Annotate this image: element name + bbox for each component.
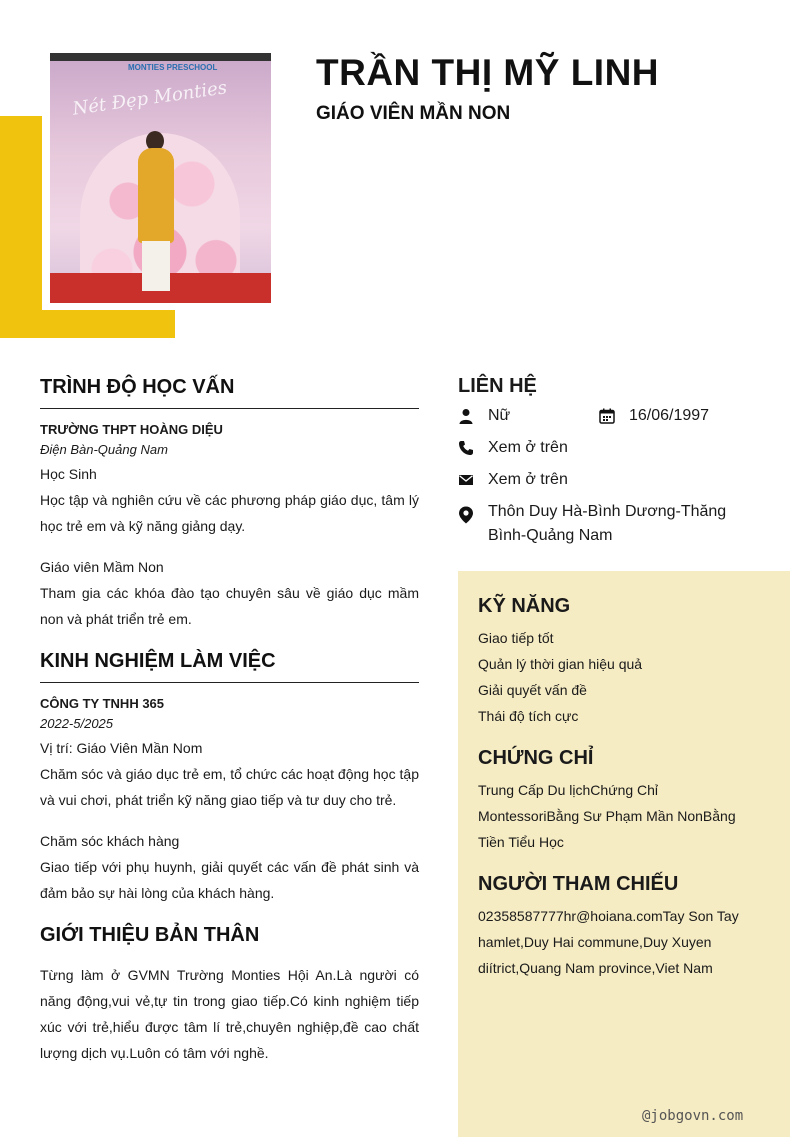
- experience-entry: [40, 695, 419, 813]
- contact-title: LIÊN HỆ: [458, 375, 537, 397]
- calendar-icon: [599, 408, 615, 424]
- skill-item: Thái độ tích cực: [478, 708, 579, 724]
- accent-bar-vertical: [0, 116, 42, 338]
- reference-line: diítrict,Quang Nam province,Viet Nam: [478, 960, 713, 976]
- contact-row-phone: [458, 436, 790, 468]
- phone-icon: [458, 440, 474, 456]
- reference-line: hamlet,Duy Hai commune,Duy Xuyen: [478, 934, 712, 950]
- person-icon: [458, 408, 474, 424]
- watermark: @jobgovn.com: [642, 1108, 744, 1124]
- photo-person-trousers: [142, 241, 170, 291]
- skill-item: Giao tiếp tốt: [478, 630, 554, 646]
- contact-row-gender-birthday: [458, 404, 790, 436]
- experience-position: Vị trí: Giáo Viên Mần Nom: [40, 740, 203, 756]
- certificate-line: Trung Cấp Du lịchChứng Chỉ: [478, 782, 659, 798]
- location-icon: [458, 506, 474, 524]
- skills-title: KỸ NĂNG: [478, 595, 571, 617]
- photo-backdrop-frame: [50, 53, 271, 61]
- accent-bar-horizontal: [0, 310, 175, 338]
- side-panel-content: [478, 591, 758, 981]
- photo-backdrop-script: Nét Đẹp Monties: [71, 77, 229, 120]
- left-column: [40, 372, 419, 1066]
- education-description: Học tập và nghiên cứu về các phương pháp giáo dục, tâm lý học trẻ em và kỹ năng giảng dạy.: [40, 492, 419, 534]
- education-entry: [40, 421, 419, 539]
- email-icon: [458, 472, 474, 488]
- experience-position: Chăm sóc khách hàng: [40, 833, 180, 849]
- profile-photo: [50, 53, 271, 303]
- skill-item: Giải quyết vấn đề: [478, 682, 587, 698]
- education-location: Điện Bàn-Quảng Nam: [40, 442, 168, 457]
- education-role: Giáo viên Mầm Non: [40, 559, 164, 575]
- contact-address: Thôn Duy Hà-Bình Dương-Thăng Bình-Quảng Nam: [488, 503, 727, 544]
- contact-gender: Nữ: [488, 407, 511, 424]
- experience-company: CÔNG TY TNHH 365: [40, 696, 165, 711]
- about-title: GIỚI THIỆU BẢN THÂN: [40, 924, 260, 946]
- side-panel: [458, 571, 790, 1137]
- experience-divider: [40, 682, 419, 683]
- experience-description: Giao tiếp với phụ huynh, giải quyết các vấn đề phát sinh và đảm bảo sự hài lòng của khách hàng.: [40, 859, 419, 901]
- candidate-job-title: GIÁO VIÊN MẦN NON: [316, 103, 511, 124]
- experience-description: Chăm sóc và giáo dục trẻ em, tổ chức các hoạt động học tập và vui chơi, phát triển kỹ năng giao tiếp và tư duy cho trẻ.: [40, 766, 419, 808]
- contact-email[interactable]: Xem ở trên: [488, 471, 568, 488]
- certificate-line: Tiền Tiểu Học: [478, 834, 564, 850]
- contact-row-email: [458, 468, 790, 500]
- education-entry: [40, 554, 419, 632]
- photo-logo-text: MONTIES PRESCHOOL: [128, 63, 218, 72]
- education-role: Học Sinh: [40, 466, 97, 482]
- photo-person-dress: [138, 148, 174, 243]
- experience-entry: [40, 828, 419, 906]
- education-school: TRƯỜNG THPT HOÀNG DIỆU: [40, 422, 223, 437]
- references-title: NGƯỜI THAM CHIẾU: [478, 873, 679, 895]
- skill-item: Quản lý thời gian hiệu quả: [478, 656, 643, 672]
- experience-period: 2022-5/2025: [40, 716, 114, 731]
- contact-row-address: [458, 500, 790, 560]
- education-divider: [40, 408, 419, 409]
- contact-phone[interactable]: Xem ở trên: [488, 439, 568, 456]
- contact-birthday: 16/06/1997: [629, 407, 710, 424]
- education-description: Tham gia các khóa đào tạo chuyên sâu về giáo dục mầm non và phát triển trẻ em.: [40, 585, 419, 627]
- certificates-title: CHỨNG CHỈ: [478, 747, 594, 769]
- certificate-line: MontessoriBằng Sư Phạm Mần NonBằng: [478, 808, 736, 824]
- experience-title: KINH NGHIỆM LÀM VIỆC: [40, 650, 276, 672]
- education-title: TRÌNH ĐỘ HỌC VẤN: [40, 376, 235, 398]
- candidate-name: TRẦN THỊ MỸ LINH: [316, 52, 660, 93]
- contact-section: [458, 372, 790, 560]
- about-text: Từng làm ở GVMN Trường Monties Hội An.Là người có năng động,vui vẻ,tự tin trong giao tiếp.Có kinh nghiệm tiếp xúc với trẻ,hiểu được tâm lí trẻ,chuyên nghiệp,đề cao chất lượng dịch vụ.Luôn có tâm với nghề.: [40, 967, 419, 1061]
- reference-line: 02358587777hr@hoiana.comTay Son Tay: [478, 908, 739, 924]
